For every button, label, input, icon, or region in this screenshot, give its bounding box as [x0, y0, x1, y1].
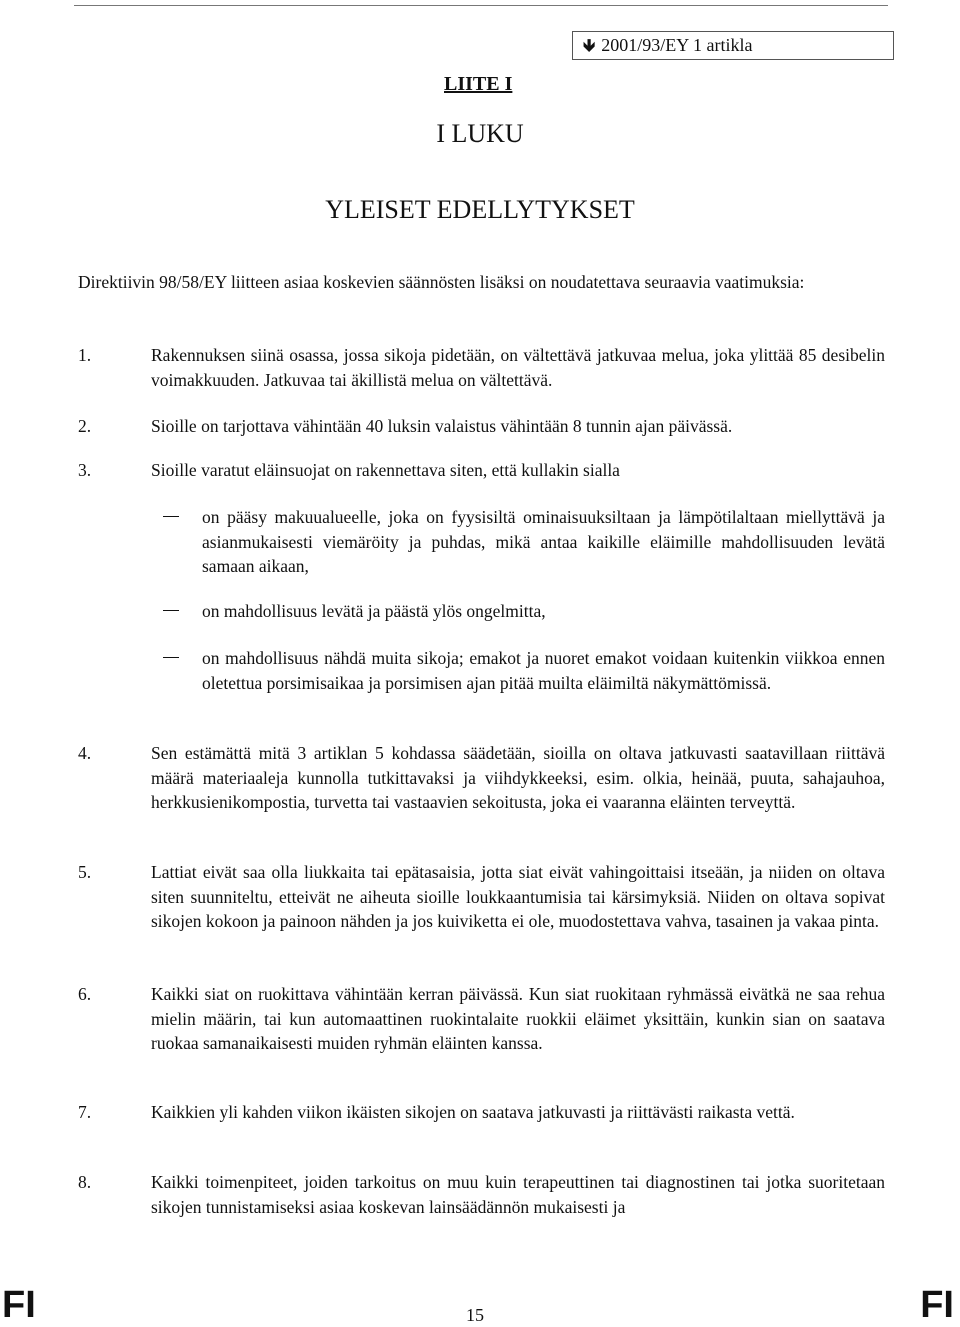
sub-item-text: on pääsy makuualueelle, joka on fyysisiltä ominaisuuksiltaan ja lämpötilaltaan miellyttävä ja asianmukaisesti viemäröity ja puhdas, mikä antaa kaikille eläimille mahdollisuuden levätä samaan aikaan,	[202, 507, 885, 576]
reference-box	[572, 31, 894, 60]
reference-text: 2001/93/EY 1 artikla	[601, 35, 753, 55]
item-number: 7.	[78, 1102, 92, 1122]
item-number: 2.	[78, 416, 92, 436]
annex-title: LIITE I	[444, 73, 513, 95]
item-text: Rakennuksen siinä osassa, jossa sikoja pidetään, on vältettävä jatkuvaa melua, joka ylittää 85 desibelin voimakkuuden. Jatkuvaa tai äkillistä melua on vältettävä.	[151, 345, 885, 390]
item-number: 5.	[78, 862, 92, 882]
page-number: 15	[466, 1305, 484, 1325]
language-code-left: FI	[2, 1284, 36, 1326]
item-text: Sioille on tarjottava vähintään 40 luksin valaistus vähintään 8 tunnin ajan päivässä.	[151, 416, 733, 436]
dash-bullet	[163, 610, 179, 611]
section-title: YLEISET EDELLYTYKSET	[325, 195, 635, 224]
item-text: Sen estämättä mitä 3 artiklan 5 kohdassa säädetään, sioilla on oltava jatkuvasti saatavillaan riittävä määrä materiaaleja kunnolla tutkittavaksi ja viihdykkeeksi, esim. olkia, heinää, puuta, sahajauhoa, herkkusienikompostia, turvetta tai vastaavien sekoitusta, joka ei vaaranna eläinten terveyttä.	[151, 743, 885, 812]
item-text: Sioille varatut eläinsuojat on rakennettava siten, että kullakin sialla	[151, 460, 620, 480]
item-number: 4.	[78, 743, 92, 763]
language-code-right: FI	[920, 1284, 954, 1326]
item-text: Kaikki toimenpiteet, joiden tarkoitus on muu kuin terapeuttinen tai diagnostinen tai jotka suoritetaan sikojen tunnistamiseksi asiaa koskevan lainsäädännön mukaisesti ja	[151, 1172, 885, 1217]
item-number: 6.	[78, 984, 92, 1004]
item-text: Lattiat eivät saa olla liukkaita tai epätasaisia, jotta siat eivät vahingoittaisi itseään, ja niiden on oltava siten suunniteltu, etteivät ne aiheuta sioille loukkaantumisia tai kärsimyksiä. Niiden on oltava sopivat sikojen kokoon ja painoon nähden ja jos kuiviketta ei ole, muodostettava vahva, tasainen ja vakaa pinta.	[151, 862, 885, 931]
dash-bullet	[163, 516, 179, 517]
sub-item-text: on mahdollisuus levätä ja päästä ylös ongelmitta,	[202, 601, 546, 621]
arrow-down-icon: 🡻	[583, 36, 596, 56]
sub-item-text: on mahdollisuus nähdä muita sikoja; emakot ja nuoret emakot voidaan kuitenkin viikkoa ennen oletettua porsimisaikaa ja porsimisen ajan pitää muilta eläimiltä näkymättömissä.	[202, 648, 885, 693]
chapter-title: I LUKU	[436, 119, 524, 148]
item-number: 3.	[78, 460, 92, 480]
dash-bullet	[163, 657, 179, 658]
intro-paragraph: Direktiivin 98/58/EY liitteen asiaa koskevien säännösten lisäksi on noudatettava seuraavia vaatimuksia:	[78, 272, 805, 292]
top-rule	[74, 5, 888, 6]
item-text: Kaikkien yli kahden viikon ikäisten sikojen on saatava jatkuvasti ja riittävästi raikasta vettä.	[151, 1102, 795, 1122]
item-number: 1.	[78, 345, 92, 365]
item-number: 8.	[78, 1172, 92, 1192]
item-text: Kaikki siat on ruokittava vähintään kerran päivässä. Kun siat ruokitaan ryhmässä eivätkä ne saa rehua mielin määrin, tai kun automaattinen ruokintalaite ruokkii eläimet yksittäin, kunkin sian on saatava ruokaa samanaikaisesti muiden ryhmän eläinten kanssa.	[151, 984, 885, 1053]
